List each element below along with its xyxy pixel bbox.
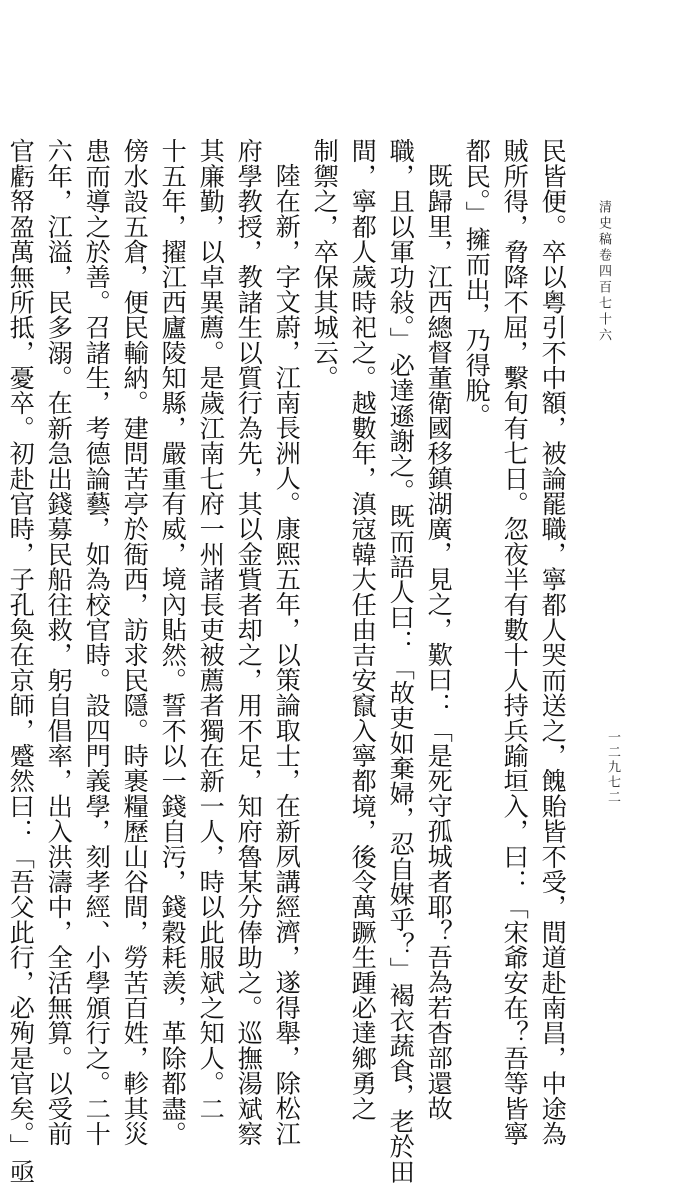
page-number: 一二九七二 <box>605 730 620 805</box>
text-column: 職，且以軍功敍。」必達遜謝之。既而語人曰：「故吏如棄婦，忍自媒乎？」褐衣蔬食，老於田 <box>386 138 416 1184</box>
text-column: 官虧帑盈萬無所抵，憂卒。初赴官時，子孔奐在京師，蹙然曰：「吾父此行，必殉是官矣。」亟 <box>6 138 36 1184</box>
running-head-title: 清史稿卷四百七十六 <box>596 200 611 344</box>
text-column: 府學教授，教諸生以質行為先，其以金貲者却之，用不足，知府魯某分俸助之。巡撫湯斌察 <box>234 138 264 1146</box>
text-column: 間，寧都人歲時祀之。越數年，滇寇韓大任由吉安竄入寧都境，後令萬蹶生踵必達鄉勇之 <box>348 138 378 1121</box>
text-column: 傍水設五倉，便民輸納。建問苦亭於衙西，訪求民隱。時裹糧歷山谷間，勞苦百姓，軫其災 <box>120 138 150 1146</box>
text-column: 民皆便。卒以粤引不中額，被論罷職，寧都人哭而送之，餽貽皆不受，間道赴南昌，中途為 <box>538 138 568 1146</box>
text-column: 患而導之於善。召諸生，考德論藝，如為校官時。設四門義學，刻孝經、小學頒行之。二十 <box>82 138 112 1146</box>
text-column: 制禦之，卒保其城云。 <box>310 138 340 390</box>
text-column: 都民。」擁而出，乃得脫。 <box>462 138 492 428</box>
text-column: 既歸里，江西總督董衛國移鎮湖廣，見之，歎曰：「是死守孤城者耶？吾為若杳部還故 <box>424 163 454 1121</box>
text-column: 六年，江溢，民多溺。在新急出錢募民船往救，躬自倡率，出入洪濤中，全活無算。以受前 <box>44 138 74 1146</box>
text-column: 十五年，擢江西廬陵知縣，嚴重有威，境內貼然。誓不以一錢自污，錢穀耗羨，革除都盡。 <box>158 138 188 1146</box>
text-column: 其廉勤，以卓異薦。是歲江南七府一州諸長吏被薦者獨在新一人，時以此服斌之知人。二 <box>196 138 226 1121</box>
text-column: 陸在新，字文蔚，江南長洲人。康熙五年，以策論取士，在新夙講經濟，遂得舉，除松江 <box>272 163 302 1146</box>
text-column: 賊所得，脅降不屈，繫旬有七日。忽夜半有數十人持兵踰垣入，曰：「宋爺安在？吾等皆寧 <box>500 138 530 1146</box>
